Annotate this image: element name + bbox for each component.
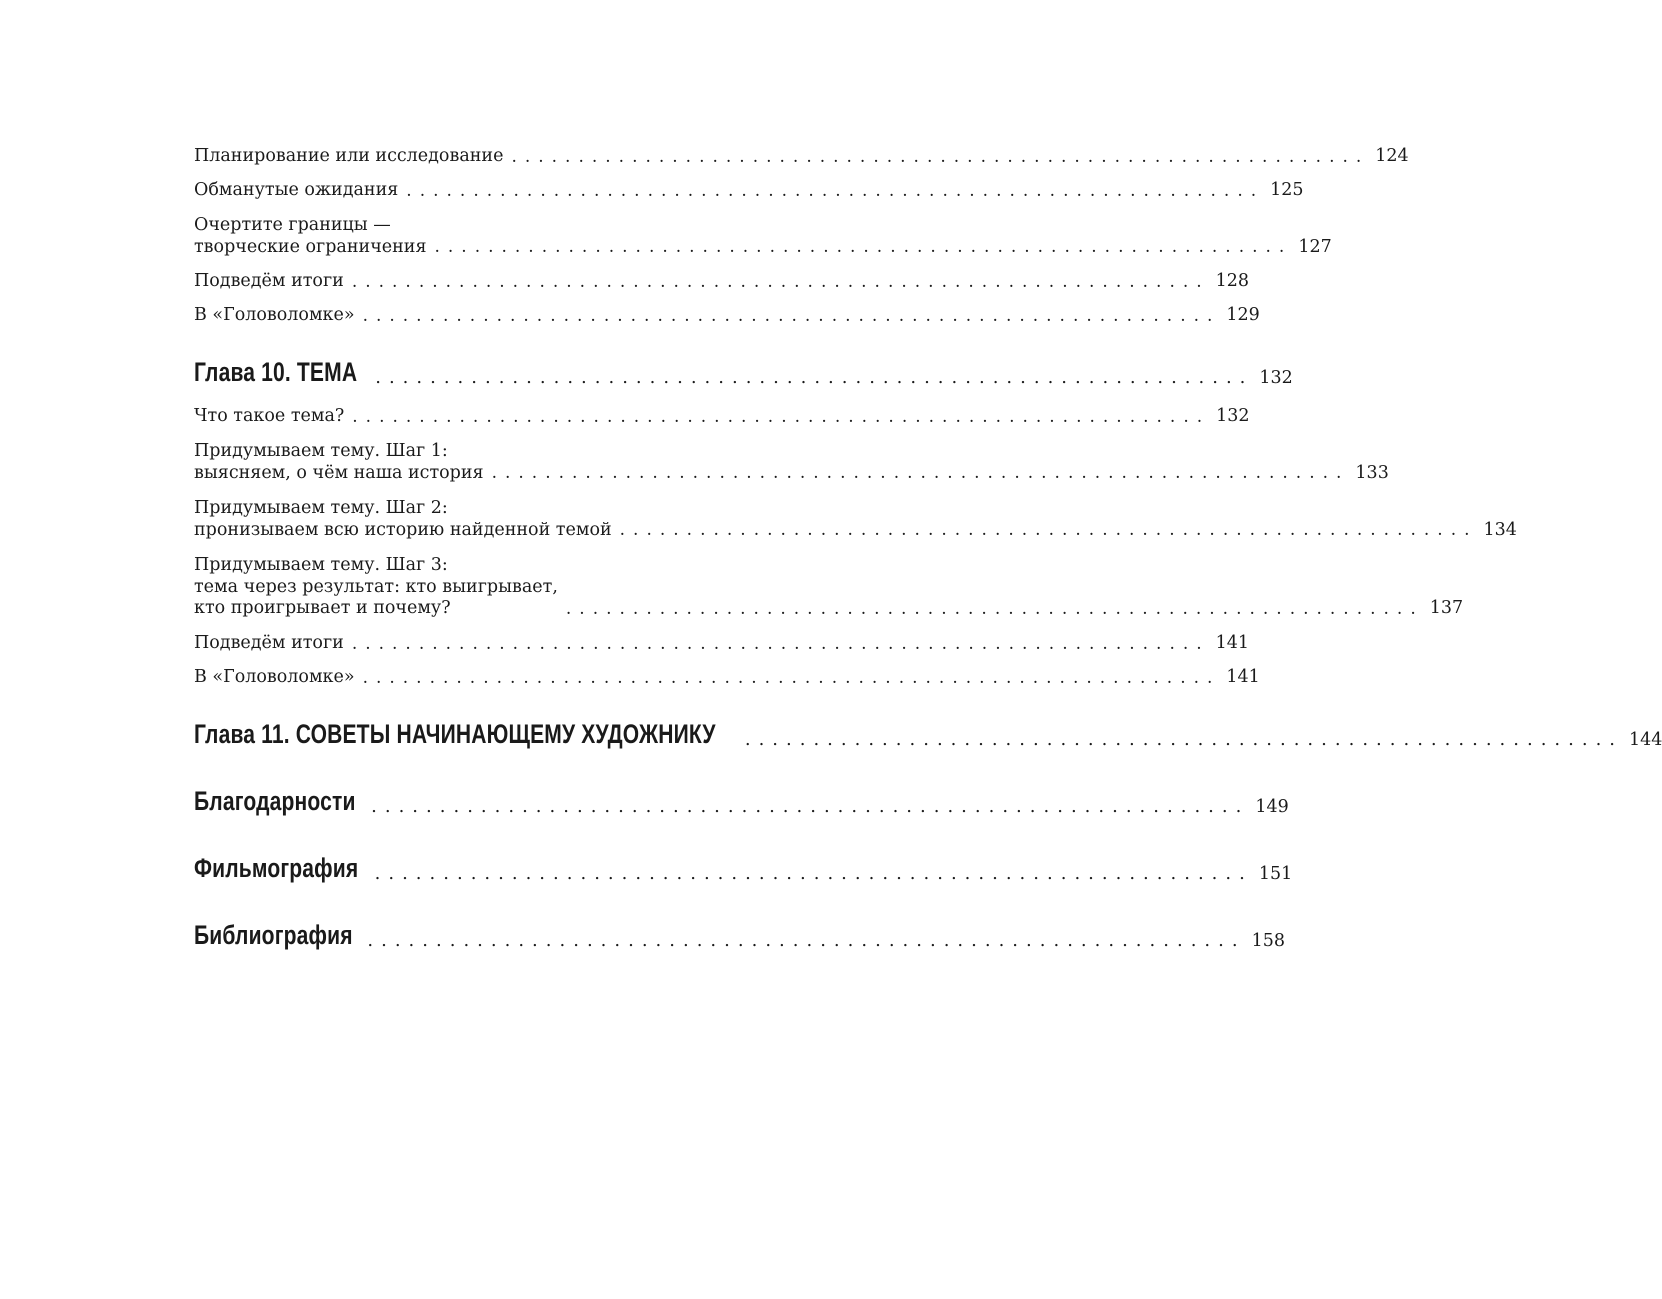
dot-leader: ................................................................ [351,271,1210,292]
toc-entry-page: 151 [1258,863,1293,884]
toc-entry-page: 127 [1298,236,1332,257]
toc-entry-page: 141 [1215,633,1250,653]
toc-entry-title-line: тема через результат: кто выигрывает, [194,576,558,597]
chapter-title: Библиография [194,920,353,950]
toc-entry-page: 128 [1215,271,1250,291]
toc-entry-step-3 [194,555,1464,620]
toc-entry-title: Подведём итоги [194,633,344,653]
toc-entry-title-line: Придумываем тему. Шаг 2: [194,498,448,518]
toc-entry-page: 132 [1259,367,1293,388]
toc-entry-step-2 [194,498,1517,541]
chapter-title: Глава 11. СОВЕТЫ НАЧИНАЮЩЕМУ ХУДОЖНИКУ [194,719,716,749]
toc-entry-page: 129 [1226,305,1260,325]
toc-entry-title-line: выясняем, о чём наша история [194,462,484,483]
toc-entry-what-is-theme [194,406,1250,428]
dot-leader: ................................................................ [362,305,1221,326]
dot-leader: ................................................................ [406,180,1265,201]
toc-entry-page: 141 [1226,667,1260,687]
toc-entry-expectations [194,180,1304,202]
toc-entry-title [194,441,484,484]
toc-entry-planning [194,146,1409,168]
toc-entry-summary-1 [194,271,1250,293]
toc-entry-page: 133 [1355,462,1389,483]
toc-entry-page: 134 [1483,519,1517,540]
toc-entry-page: 144 [1629,729,1662,750]
toc-entry-step-1 [194,441,1389,484]
toc-entry-title-line: Придумываем тему. Шаг 1: [194,441,448,461]
toc-entry-summary-2 [194,633,1250,655]
dot-leader: ................................................................ [375,367,1254,389]
toc-entry-title: В «Головоломке» [194,667,355,687]
toc-entry-title-line: творческие ограничения [194,236,427,257]
dot-leader: ................................................................ [371,796,1250,818]
chapter-title: Благодарности [194,786,356,816]
toc-entry-boundaries [194,215,1332,258]
dot-leader: ................................................................ [351,633,1210,654]
toc-entry-page: 124 [1375,146,1409,166]
toc-acknowledgements [194,785,1289,818]
toc-entry-title: Подведём итоги [194,271,344,291]
dot-leader: ................................................................ [352,406,1211,427]
chapter-title: Глава 10. ТЕМА [194,357,358,387]
toc-entry-title-line: Очертите границы — [194,215,391,235]
toc-entry-inside-out-2 [194,667,1260,689]
dot-leader: ................................................................ [434,237,1293,258]
toc-entry-title: Обманутые ожидания [194,180,399,200]
toc-entry-title: Что такое тема? [194,406,345,426]
toc-entry-title: Планирование или исследование [194,146,504,166]
toc-entry-title [194,555,558,620]
toc-chapter-10 [194,356,1293,389]
dot-leader: ................................................................ [362,667,1221,688]
toc-entry-title-line: пронизываем всю историю найденной темой [194,519,612,540]
dot-leader: ................................................................ [565,598,1424,619]
toc-entry-title [194,215,426,258]
toc-entry-title: В «Головоломке» [194,305,355,325]
toc-entry-page: 158 [1251,930,1285,951]
dot-leader: ................................................................ [374,863,1253,885]
toc-entry-page: 137 [1429,598,1464,619]
dot-leader: ................................................................ [367,930,1246,952]
toc-filmography [194,852,1293,885]
toc-entry-page: 125 [1270,180,1304,200]
toc-entry-title-line: Придумываем тему. Шаг 3: [194,555,448,575]
toc-entry-title [194,498,612,541]
toc-entry-page: 132 [1216,406,1250,426]
toc-chapter-11 [194,718,1662,751]
toc-entry-title-line: кто проигрывает и почему? [194,598,451,619]
dot-leader: ................................................................ [491,463,1350,484]
dot-leader: ................................................................ [619,520,1478,541]
toc-bibliography [194,919,1285,952]
dot-leader: ................................................................ [511,146,1370,167]
chapter-title: Фильмография [194,853,359,883]
dot-leader: ................................................................ [744,729,1624,751]
toc-entry-inside-out-1 [194,305,1260,327]
toc-entry-page: 149 [1255,796,1289,817]
